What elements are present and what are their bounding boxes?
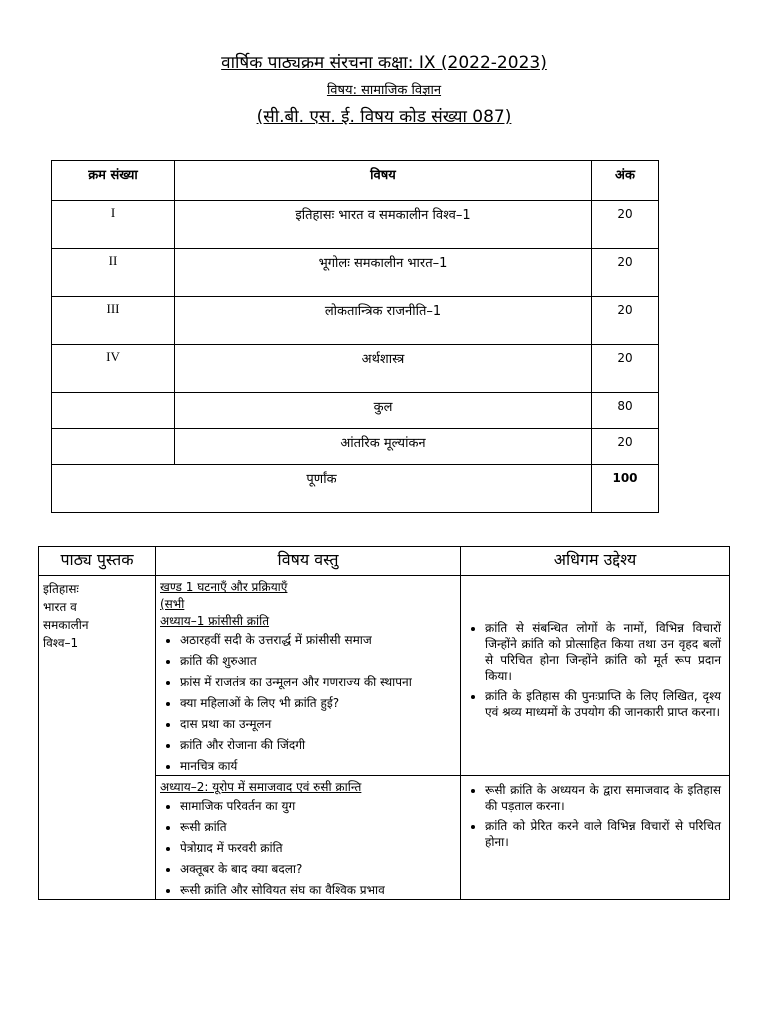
content-cell (156, 776, 461, 900)
list-item: • क्रांति को प्रेरित करने वाले विभिन्न विचारों से परिचित होना। (485, 818, 721, 850)
total-value: 100 (592, 465, 659, 513)
header-serial: क्रम संख्या (52, 161, 175, 201)
subject-code: (सी.बी. एस. ई. विषय कोड संख्या 087) (256, 107, 512, 127)
table-row (52, 345, 659, 393)
textbook-line: इतिहासः (43, 582, 79, 596)
objectives-cell (461, 776, 730, 900)
list-item: • क्रांति और रोजाना की जिंदगी (180, 737, 456, 754)
chapter-title: अध्याय–2: यूरोप में समाजवाद एवं रुसी क्रान्ति (160, 780, 362, 794)
section-title: खण्ड 1 घटनाएँ और प्रक्रियाएँ (160, 580, 288, 594)
marks-header-row (52, 161, 659, 201)
subject-cell: लोकतान्त्रिक राजनीति–1 (175, 297, 592, 345)
list-item: • रूसी क्रांति और सोवियत संघ का वैश्विक प्रभाव (180, 882, 456, 899)
textbook-line: विश्व–1 (43, 636, 79, 650)
serial-cell: III (52, 297, 175, 345)
objective-list (465, 782, 721, 850)
syllabus-table (38, 546, 730, 900)
table-row (52, 249, 659, 297)
header-subject: विषय (175, 161, 592, 201)
marks-cell: 20 (592, 249, 659, 297)
header-content: विषय वस्तु (156, 547, 461, 576)
topic-list (160, 632, 456, 775)
list-item: • क्रांति से संबन्धित लोगों के नामों, विभिन्न विचारों जिन्होंने क्रांति को प्रोत्साहित किया तथा उन वृहद बलों से परिचित होना जिन्होंने क्रांति को मूर्त रूप प्रदान किया। (485, 620, 721, 684)
syllabus-row-1 (39, 576, 730, 776)
list-item: • अक्तूबर के बाद क्या बदला? (180, 861, 456, 878)
serial-cell (52, 429, 175, 465)
serial-cell: IV (52, 345, 175, 393)
marks-cell: 80 (592, 393, 659, 429)
marks-cell: 20 (592, 201, 659, 249)
marks-cell: 20 (592, 429, 659, 465)
table-row (52, 429, 659, 465)
document-title: वार्षिक पाठ्यक्रम संरचना कक्षा: IX (2022-2023) (221, 53, 547, 73)
list-item: • दास प्रथा का उन्मूलन (180, 716, 456, 733)
marks-cell: 20 (592, 345, 659, 393)
list-item: • मानचित्र कार्य (180, 758, 456, 775)
textbook-cell (39, 576, 156, 900)
objectives-cell (461, 576, 730, 776)
list-item: • क्रांति के इतिहास की पुनःप्राप्ति के लिए लिखित, दृश्य एवं श्रव्य माध्यमों के उपयोग की जानकारी प्राप्त करना। (485, 688, 721, 720)
content-cell (156, 576, 461, 776)
list-item: • सामाजिक परिवर्तन का युग (180, 798, 456, 815)
topic-list (160, 798, 456, 899)
marks-cell: 20 (592, 297, 659, 345)
textbook-line: भारत व (43, 600, 77, 614)
list-item: • फ्रांस में राजतंत्र का उन्मूलन और गणराज्य की स्थापना (180, 674, 456, 691)
subject-heading: विषय: सामाजिक विज्ञान (326, 83, 442, 98)
table-row (52, 393, 659, 429)
subject-cell: आंतरिक मूल्यांकन (175, 429, 592, 465)
list-item: • रूसी क्रांति (180, 819, 456, 836)
subject-cell: भूगोलः समकालीन भारत–1 (175, 249, 592, 297)
objective-list (465, 620, 721, 720)
textbook-line: समकालीन (43, 618, 89, 632)
list-item: • अठारहवीं सदी के उत्तरार्द्ध में फ्रांसीसी समाज (180, 632, 456, 649)
list-item: • पेत्रोग्राद में फरवरी क्रांति (180, 840, 456, 857)
list-item: • रूसी क्रांति के अध्ययन के द्वारा समाजवाद के इतिहास की पड़ताल करना। (485, 782, 721, 814)
section-note: (सभी (160, 597, 185, 611)
header-marks: अंक (592, 161, 659, 201)
header-textbook: पाठ्य पुस्तक (39, 547, 156, 576)
subject-cell: कुल (175, 393, 592, 429)
marks-table (51, 160, 659, 513)
subject-cell: इतिहासः भारत व समकालीन विश्व–1 (175, 201, 592, 249)
serial-cell: I (52, 201, 175, 249)
total-label: पूर्णांक (52, 465, 592, 513)
list-item: • क्या महिलाओं के लिए भी क्रांति हुई? (180, 695, 456, 712)
total-row (52, 465, 659, 513)
subject-cell: अर्थशास्त्र (175, 345, 592, 393)
table-row (52, 297, 659, 345)
syllabus-header-row (39, 547, 730, 576)
serial-cell: II (52, 249, 175, 297)
header-objectives: अधिगम उद्देश्य (461, 547, 730, 576)
list-item: • क्रांति की शुरुआत (180, 653, 456, 670)
chapter-title: अध्याय–1 फ्रांसीसी क्रांति (160, 614, 270, 628)
serial-cell (52, 393, 175, 429)
table-row (52, 201, 659, 249)
